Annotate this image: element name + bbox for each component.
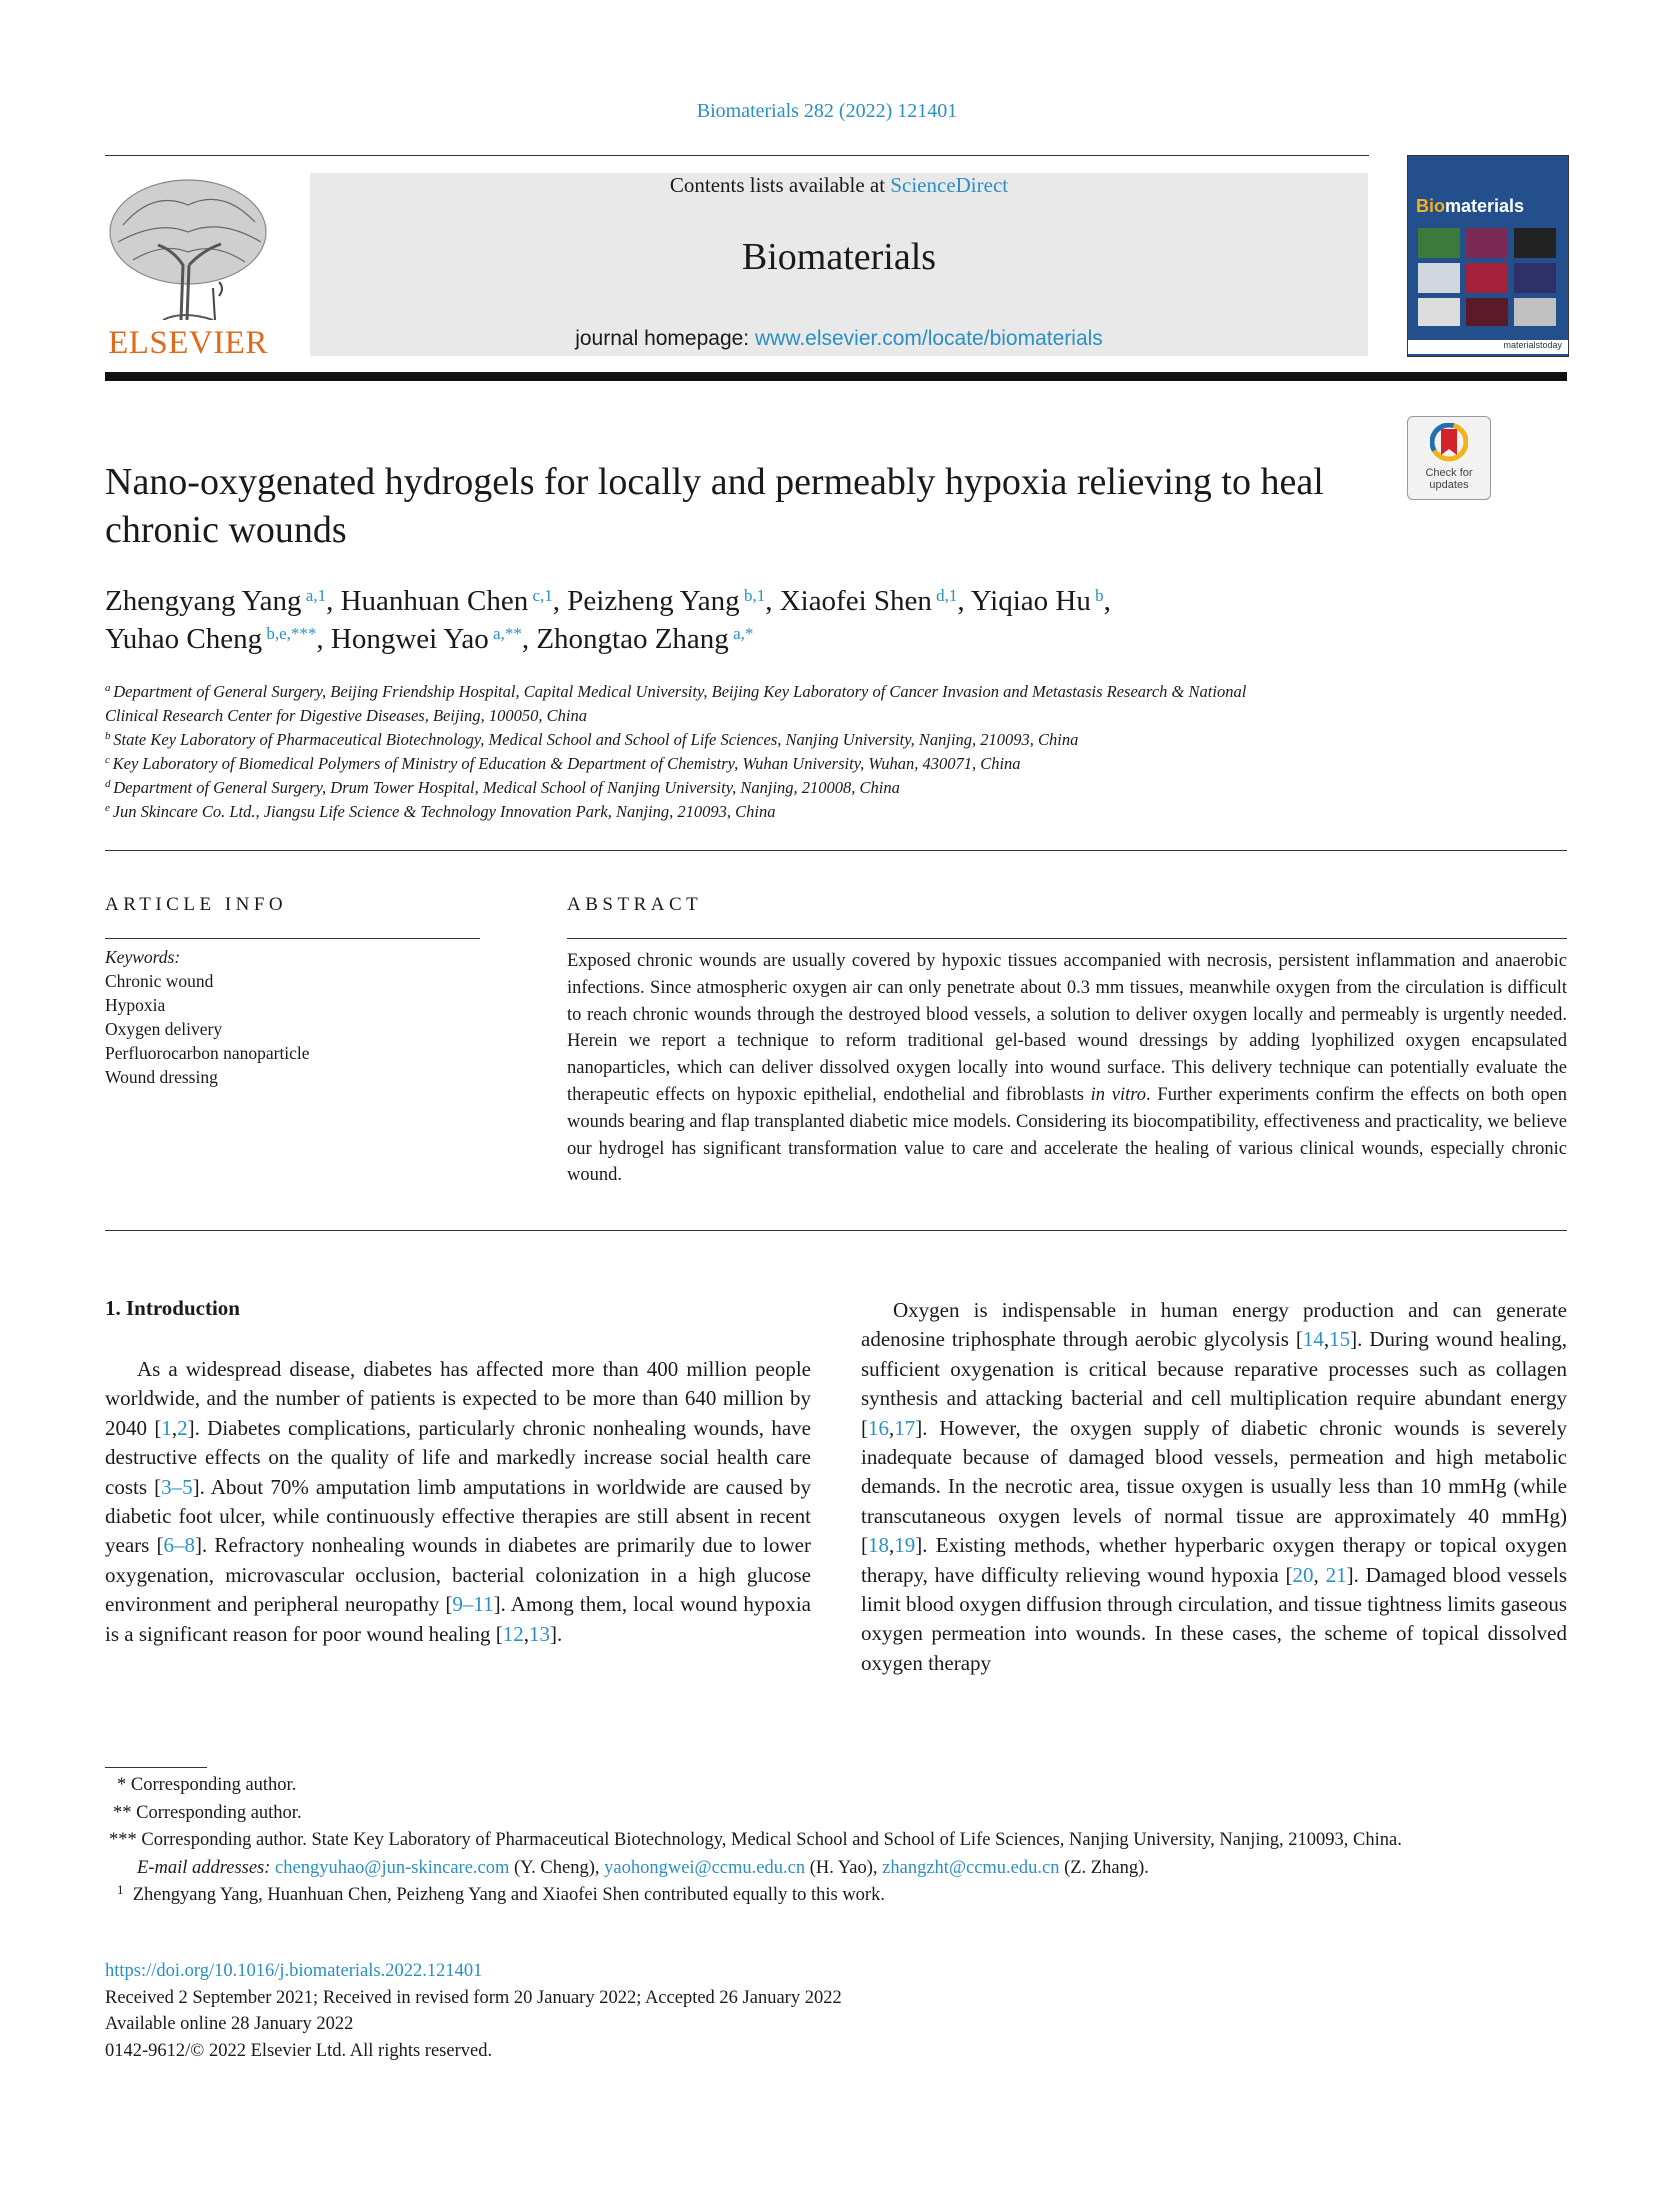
text-run: ]. Damaged blood vessels limit blood oxygen diffusion through circulation, and tissue tightness limits gaseous oxygen permeation into wounds. In these cases, the scheme of topical dissolved oxygen therapy [861,1562,1568,1675]
affiliation-text: State Key Laboratory of Pharmaceutical Biotechnology, Medical School and School of Life Sciences, Nanjing University, Nanjing, 210093, China [113,730,1079,749]
reference-link[interactable]: 12 [502,1621,524,1646]
cover-figure-grid [1418,228,1558,328]
introduction-heading: 1. Introduction [105,1296,240,1320]
author-separator: , [765,585,780,617]
article-metadata [105,1958,842,2064]
footnote-corresponding-2: ** Corresponding author. [113,1802,302,1823]
homepage-line [310,327,1368,351]
reference-link[interactable]: 21 [1325,1562,1347,1587]
introduction-column-left [105,1355,811,1649]
author-separator: , [552,585,568,617]
text-run: , [889,1533,895,1558]
affiliation-text: Key Laboratory of Biomedical Polymers of Ministry of Education & Department of Chemistry, Wuhan University, Wuhan, 430071, China [112,754,1021,773]
author-affiliation-marker[interactable]: b,1 [739,586,766,605]
affiliation-item [105,728,1405,752]
keywords-label: Keywords: [105,947,181,967]
cover-title-rest: materials [1445,196,1525,216]
reference-link[interactable]: 16 [868,1415,889,1440]
author-name[interactable]: Xiaofei Shen [779,585,932,617]
abstract-italic: in vitro [1090,1084,1147,1105]
author-name[interactable]: Yiqiao Hu [970,585,1091,617]
keyword-item: Hypoxia [105,995,166,1015]
affiliations [105,680,1405,824]
author-affiliation-marker[interactable]: d,1 [931,586,958,605]
author-list [105,582,1405,658]
article-info-heading: ARTICLE INFO [105,894,288,915]
text-run: ]. About 70% amputation limb amputations in worldwide are caused by diabetic foot ulcer, while continuously effective therapies are still absent in recent years [ [105,1474,811,1558]
author-separator: , [316,623,331,655]
reference-link[interactable]: 6–8 [163,1533,195,1558]
email-owner: (H. Yao), [805,1857,883,1878]
reference-link[interactable]: 15 [1329,1327,1351,1352]
check-for-updates-label: Check for updates [1425,467,1473,491]
author-affiliation-marker[interactable]: a,1 [301,586,327,605]
footnote-corresponding-1: * Corresponding author. [117,1775,297,1795]
abstract-part-1: Exposed chronic wounds are usually covered by hypoxic tissues accompanied with necrosis, persistent inflammation and anaerobic infections. Since atmospheric oxygen air can only penetrate about 0.3 mm tissues, meanwhile oxygen from the circulation is difficult to reach chronic wounds through the destroyed blood vessels, a solution to deliver oxygen locally and permeably is urgently needed. Herein we report a technique to reform traditional gel-based wound dressings by adding lyophilized oxygen encapsulated nanoparticles, which can deliver dissolved oxygen locally into wound surface. This delivery technique can potentially evaluate the therapeutic effects on hypoxic epithelial, endothelial and fibroblasts [567,951,1567,1105]
affiliation-item [105,704,1405,728]
affiliation-item [105,800,1405,824]
footnote-rule [105,1767,207,1768]
received-dates: Received 2 September 2021; Received in revised form 20 January 2022; Accepted 26 January 2022 [105,1987,842,2008]
text-run: ]. Diabetes complications, particularly chronic nonhealing wounds, have destructive effects on the quality of life and markedly increase social health care costs [ [105,1415,811,1499]
author-affiliation-marker[interactable]: a,** [488,624,522,643]
contents-line [310,173,1368,198]
author-name[interactable]: Peizheng Yang [567,585,740,617]
author-affiliation-marker[interactable]: b [1090,586,1104,605]
keywords-block [105,945,310,1089]
text-run: , [1323,1327,1330,1352]
author-separator: , [1103,585,1111,617]
footnotes [105,1772,1567,1910]
reference-link[interactable]: 1 [161,1415,172,1440]
abstract-heading: ABSTRACT [567,894,703,915]
available-online: Available online 28 January 2022 [105,2014,354,2035]
cover-footer: materialstoday [1408,340,1568,354]
header-thick-rule [105,372,1567,381]
email-owner: (Z. Zhang). [1059,1857,1149,1878]
footnote-emails [105,1855,1567,1883]
text-run: , [171,1415,178,1440]
keyword-item: Wound dressing [105,1067,218,1087]
journal-cover-image[interactable] [1407,155,1569,357]
reference-link[interactable]: 20 [1292,1562,1314,1587]
reference-link[interactable]: 9–11 [452,1592,494,1617]
text-run: ]. Existing methods, whether hyperbaric oxygen therapy or topical oxygen therapy, have difficulty relieving wound hypoxia [ [861,1533,1567,1587]
keyword-item: Perfluorocarbon nanoparticle [105,1043,310,1063]
email-link[interactable]: zhangzht@ccmu.edu.cn [882,1857,1060,1878]
cover-title-accent: Bio [1416,196,1445,216]
text-run: , [1313,1562,1326,1587]
affiliation-key: e [105,802,113,814]
journal-title: Biomaterials [741,236,937,278]
affiliation-text: Department of General Surgery, Drum Tower Hospital, Medical School of Nanjing University, Nanjing, 210008, China [113,778,900,797]
doi-link[interactable]: https://doi.org/10.1016/j.biomaterials.2022.121401 [105,1961,483,1981]
abstract-part-2: . Further experiments confirm the effects on both open wounds bearing and flap transplanted diabetic mice models. Considering its biocompatibility, effectiveness and practicality, we believe our hydrogel has significant transformation value to care and accelerate the healing of various clinical wounds, especially chronic wound. [567,1084,1567,1186]
text-run: ]. Refractory nonhealing wounds in diabetes are primarily due to lower oxygenation, microvascular occlusion, bacterial colonization in a high glucose environment and peripheral neuropathy [ [105,1533,811,1617]
journal-header [310,173,1368,356]
author-name[interactable]: Yuhao Cheng [105,623,263,655]
top-rule [105,155,1369,156]
affiliation-key: a [105,682,114,694]
email-link[interactable]: chengyuhao@jun-skincare.com [275,1857,510,1878]
contents-prefix: Contents lists available at [669,173,891,197]
affiliation-key: d [105,778,114,790]
keyword-item: Oxygen delivery [105,1019,223,1039]
elsevier-logo [103,170,273,362]
paper-title: Nano-oxygenated hydrogels for locally and permeably hypoxia relieving to heal chronic wounds [105,461,1324,551]
introduction-paragraph-2 [861,1296,1567,1678]
footnote-corresponding-3: *** Corresponding author. State Key Laboratory of Pharmaceutical Biotechnology, Medical School and School of Life Sciences, Nanjing University, Nanjing, 210093, China. [109,1830,1402,1851]
email-owner: (Y. Cheng), [509,1857,605,1878]
footnote-marker: 1 [117,1882,124,1898]
text-run: ]. [549,1621,563,1646]
bookmark-icon [1430,423,1468,467]
author-affiliation-marker[interactable]: b,e,*** [262,624,317,643]
email-label: E-mail addresses: [137,1857,276,1878]
author-name[interactable]: Huanhuan Chen [340,585,529,617]
reference-link[interactable]: 19 [894,1533,916,1558]
text-run: As a widespread disease, diabetes has affected more than 400 million people worldwide, and the number of patients is expected to be more than 640 million by 2040 [ [105,1357,811,1440]
reference-link[interactable]: 13 [528,1621,550,1646]
reference-link[interactable]: 3–5 [161,1474,193,1499]
affiliation-item [105,680,1405,704]
reference-link[interactable]: 18 [868,1533,889,1558]
homepage-prefix: journal homepage: [575,327,755,350]
affiliation-text: Department of General Surgery, Beijing Friendship Hospital, Capital Medical University, Beijing Key Laboratory of Cancer Invasion and Metastasis Research & National [113,682,1247,701]
author-name[interactable]: Hongwei Yao [330,623,489,655]
author-separator: , [957,585,971,617]
text-run: ]. However, the oxygen supply of diabetic chronic wounds is severely inadequate because of damaged blood vessels, permeation and high metabolic demands. In the necrotic area, tissue oxygen is usually less than 10 mmHg (while transcutaneous oxygen levels of normal tissue are approximately 40 mmHg) [ [861,1415,1567,1558]
keyword-item: Chronic wound [105,971,214,991]
text-run: ]. During wound healing, sufficient oxygenation is critical because reparative processes such as collagen synthesis and attacking bacterial and cell multiplication require abundant energy [ [861,1327,1567,1440]
publisher-name: ELSEVIER [108,325,268,361]
affiliations-rule [105,850,1567,851]
abstract-text [567,948,1567,1189]
reference-link[interactable]: 17 [894,1415,916,1440]
text-run: , [523,1621,529,1646]
copyright: 0142-9612/© 2022 Elsevier Ltd. All rights reserved. [105,2040,493,2061]
affiliation-text: Clinical Research Center for Digestive Diseases, Beijing, 100050, China [105,706,587,725]
author-name[interactable]: Zhongtao Zhang [536,623,729,655]
abstract-rule [567,938,1567,939]
reference-link[interactable]: 14 [1302,1327,1324,1352]
text-run: Oxygen is indispensable in human energy production and can generate adenosine triphosphate through aerobic glycolysis [ [861,1298,1567,1352]
footnote-equal-contribution [105,1882,1567,1910]
affiliation-text: Jun Skincare Co. Ltd., Jiangsu Life Science & Technology Innovation Park, Nanjing, 210093, China [112,802,776,821]
affiliation-key: b [105,730,114,742]
cover-title [1416,196,1524,217]
abstract-bottom-rule [105,1230,1567,1231]
journal-reference-link[interactable]: Biomaterials 282 (2022) 121401 [696,100,958,122]
affiliation-item [105,776,1405,800]
journal-homepage-link[interactable]: www.elsevier.com/locate/biomaterials [754,327,1103,350]
author-affiliation-marker[interactable]: a,* [728,624,754,643]
affiliation-item [105,752,1405,776]
text-run: ]. Among them, local wound hypoxia is a significant reason for poor wound healing [ [105,1592,811,1646]
text-run: , [889,1415,895,1440]
sciencedirect-link[interactable]: ScienceDirect [890,173,1009,197]
email-link[interactable]: yaohongwei@ccmu.edu.cn [604,1857,806,1878]
affiliation-key: c [105,754,113,766]
elsevier-tree-icon [103,170,273,320]
author-separator: , [326,585,341,617]
reference-link[interactable]: 2 [177,1415,188,1440]
article-info-rule [105,938,480,939]
check-for-updates-button[interactable] [1407,416,1491,500]
author-affiliation-marker[interactable]: c,1 [528,586,553,605]
introduction-column-right [861,1296,1567,1678]
introduction-paragraph-1 [105,1355,811,1649]
footnote-equal-text: Zhengyang Yang, Huanhuan Chen, Peizheng Yang and Xiaofei Shen contributed equally to this work. [132,1885,885,1906]
author-name[interactable]: Zhengyang Yang [105,585,302,617]
author-separator: , [521,623,537,655]
